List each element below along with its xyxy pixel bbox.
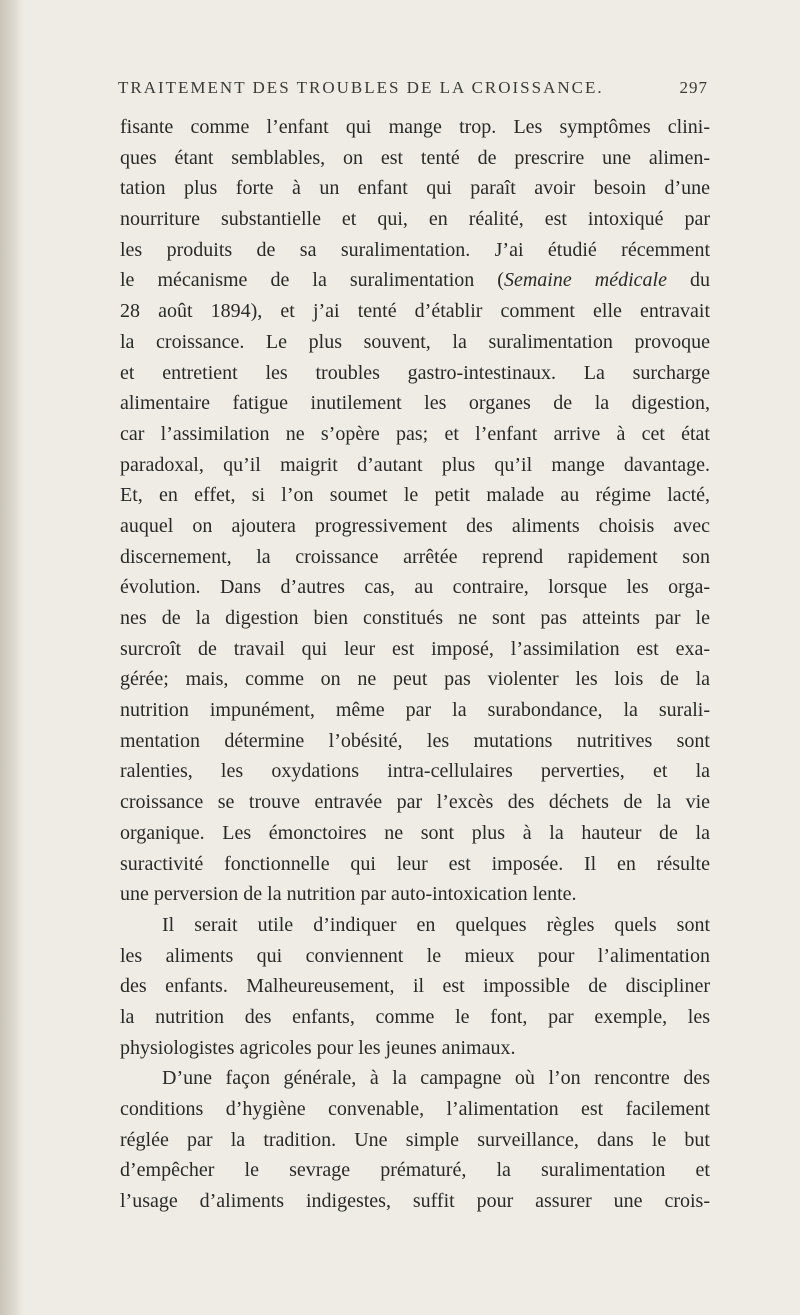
page-number: 297 bbox=[679, 78, 708, 97]
text-line: ques étant semblables, on est tenté de prescrire une alimen- bbox=[120, 146, 710, 169]
text-line: 28 août 1894), et j’ai tenté d’établir comment elle entravait bbox=[120, 300, 710, 323]
text-line: suractivité fonctionnelle qui leur est imposée. Il en résulte bbox=[120, 852, 710, 875]
text-line: tation plus forte à un enfant qui paraît avoir besoin d’une bbox=[120, 177, 710, 200]
text-line: surcroît de travail qui leur est imposé, l’assimilation est exa- bbox=[120, 637, 710, 660]
text-line: physiologistes agricoles pour les jeunes animaux. bbox=[120, 1036, 516, 1059]
text-line: auquel on ajoutera progressivement des aliments choisis avec bbox=[120, 514, 710, 537]
text-line: gérée; mais, comme on ne peut pas violenter les lois de la bbox=[120, 668, 710, 691]
journal-title: Semaine médicale bbox=[503, 269, 667, 292]
text-line: mentation détermine l’obésité, les mutations nutritives sont bbox=[120, 729, 710, 752]
text-line: Il serait utile d’indiquer en quelques règles quels sont bbox=[162, 913, 710, 936]
text-line: ralenties, les oxydations intra-cellulaires perverties, et la bbox=[120, 760, 710, 783]
text-line: et entretient les troubles gastro-intestinaux. La surcharge bbox=[120, 361, 710, 384]
text-line: les produits de sa suralimentation. J’ai étudié récemment bbox=[120, 238, 710, 261]
text-line: la croissance. Le plus souvent, la suralimentation provoque bbox=[120, 330, 710, 353]
text-line: les aliments qui conviennent le mieux pour l’alimentation bbox=[120, 944, 710, 967]
text-line: évolution. Dans d’autres cas, au contraire, lorsque les orga- bbox=[120, 576, 710, 599]
text-line: conditions d’hygiène convenable, l’alimentation est facilement bbox=[120, 1098, 710, 1120]
running-title: TRAITEMENT DES TROUBLES DE LA CROISSANCE. bbox=[118, 78, 604, 97]
text-line: nes de la digestion bien constitués ne sont pas atteints par le bbox=[120, 607, 710, 629]
page-binding-edge bbox=[0, 0, 24, 1315]
text-line: alimentaire fatigue inutilement les organes de la digestion, bbox=[120, 392, 710, 415]
text-line: paradoxal, qu’il maigrit d’autant plus qu’il mange davantage. bbox=[120, 453, 710, 476]
text-line: car l’assimilation ne s’opère pas; et l’enfant arrive à cet état bbox=[120, 422, 710, 445]
text-line bbox=[120, 265, 710, 296]
text-line: nourriture substantielle et qui, en réalité, est intoxiqué par bbox=[120, 208, 710, 231]
text-line: discernement, la croissance arrêtée reprend rapidement son bbox=[120, 545, 710, 568]
text-line: organique. Les émonctoires ne sont plus à la hauteur de la bbox=[120, 821, 710, 844]
running-head bbox=[118, 78, 708, 106]
text-line: Et, en effet, si l’on soumet le petit malade au régime lacté, bbox=[120, 484, 710, 507]
text-line: D’une façon générale, à la campagne où l’on rencontre des bbox=[162, 1067, 710, 1090]
body-text bbox=[120, 112, 710, 1217]
text-line: l’usage d’aliments indigestes, suffit pour assurer une crois- bbox=[120, 1190, 710, 1213]
text-line: la nutrition des enfants, comme le font, par exemple, les bbox=[120, 1005, 710, 1028]
text-line: une perversion de la nutrition par auto-intoxication lente. bbox=[120, 883, 577, 906]
text-line: nutrition impunément, même par la surabondance, la surali- bbox=[120, 699, 710, 722]
text-line: des enfants. Malheureusement, il est impossible de discipliner bbox=[120, 975, 710, 998]
text-line: réglée par la tradition. Une simple surveillance, dans le but bbox=[120, 1128, 710, 1151]
text-line: d’empêcher le sevrage prématuré, la suralimentation et bbox=[120, 1159, 710, 1182]
text-span: le mécanisme de la suralimentation ( bbox=[120, 269, 504, 292]
text-span: du bbox=[666, 269, 711, 292]
text-line: fisante comme l’enfant qui mange trop. Les symptômes clini- bbox=[120, 116, 710, 138]
text-line: croissance se trouve entravée par l’excès des déchets de la vie bbox=[120, 791, 710, 814]
